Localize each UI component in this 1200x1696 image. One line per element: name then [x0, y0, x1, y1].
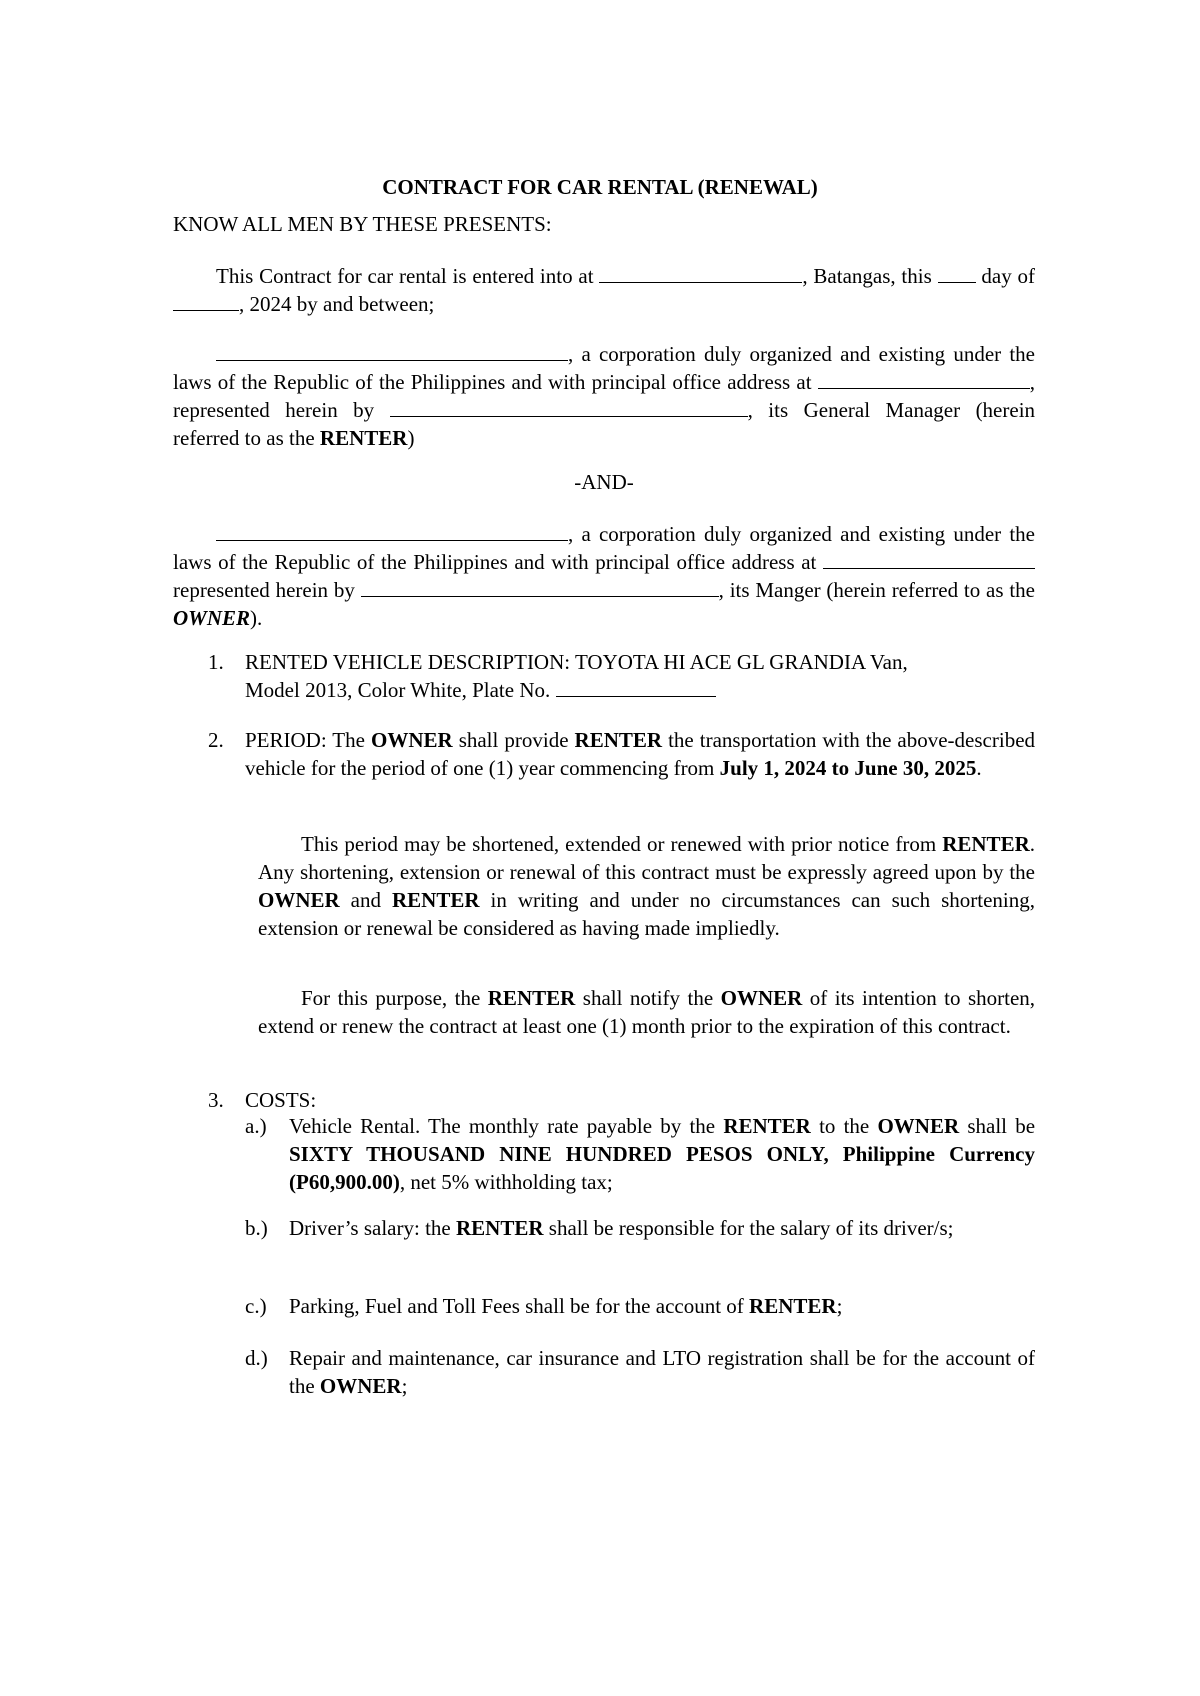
cost-label-c: c.): [245, 1294, 267, 1318]
rental-amount: SIXTY THOUSAND NINE HUNDRED PESOS ONLY, Philippine Currency (P60,900.00): [289, 1142, 1035, 1194]
plate-number-blank: [556, 676, 716, 697]
item-number-1: 1.: [208, 650, 224, 674]
place-blank: [599, 262, 802, 283]
cost-vehicle-rental: Vehicle Rental. The monthly rate payable by the RENTER to the OWNER shall be SIXTY THOUSAND NINE HUNDRED PESOS ONLY, Philippine Currency (P60,900.00), net 5% withholding tax;: [289, 1114, 1036, 1194]
item-period: PERIOD: The OWNER shall provide RENTER the transportation with the above-described vehicle for the period of one (1) year commencing from July 1, 2024 to June 30, 2025.: [245, 728, 1036, 780]
renter-role: RENTER: [319, 426, 408, 450]
item-vehicle-description: RENTED VEHICLE DESCRIPTION: TOYOTA HI ACE GL GRANDIA Van, Model 2013, Color White, Plate No.: [245, 650, 908, 702]
cost-driver-salary: Driver’s salary: the RENTER shall be responsible for the salary of its driver/s;: [289, 1216, 954, 1240]
period-notice-paragraph: This period may be shortened, extended or renewed with prior notice from RENTER. Any shortening, extension or renewal of this contract must be expressly agreed upon by the OWNER and RENTER in writing and under no circumstances can such shortening, extension or renewal be considered as having made impliedly.: [258, 832, 1035, 940]
party-renter-paragraph: , a corporation duly organized and existing under the laws of the Republic of the Philippines and with principal office address at , represented herein by , its General Manager (herein referred to as the RENTER): [173, 342, 1036, 450]
cost-repair-maintenance: Repair and maintenance, car insurance and LTO registration shall be for the account of the OWNER;: [289, 1346, 1035, 1398]
renter-address-blank: [818, 368, 1030, 389]
cost-parking-fuel-toll: Parking, Fuel and Toll Fees shall be for the account of RENTER;: [289, 1294, 843, 1318]
owner-address-blank: [823, 548, 1035, 569]
period-dates: July 1, 2024 to June 30, 2025: [719, 756, 977, 780]
owner-role: OWNER: [173, 606, 251, 630]
know-all-line: KNOW ALL MEN BY THESE PRESENTS:: [173, 212, 552, 236]
day-blank: [938, 262, 976, 283]
owner-representative-blank: [361, 576, 719, 597]
owner-name-blank: [216, 520, 568, 541]
month-blank: [173, 290, 239, 311]
costs-heading: COSTS:: [245, 1088, 317, 1112]
period-purpose-paragraph: For this purpose, the RENTER shall notify the OWNER of its intention to shorten, extend or renew the contract at least one (1) month prior to the expiration of this contract.: [258, 986, 1036, 1038]
and-separator: -AND-: [574, 470, 634, 494]
item-number-3: 3.: [208, 1088, 224, 1112]
intro-paragraph: This Contract for car rental is entered into at , Batangas, this day of , 2024 by and between;: [173, 262, 1035, 318]
cost-label-a: a.): [245, 1114, 267, 1138]
renter-representative-blank: [390, 396, 748, 417]
renter-name-blank: [216, 340, 568, 361]
party-owner-paragraph: , a corporation duly organized and existing under the laws of the Republic of the Philippines and with principal office address at represented herein by , its Manger (herein referred to as the OWNER).: [173, 522, 1035, 630]
contract-title: CONTRACT FOR CAR RENTAL (RENEWAL): [382, 175, 818, 199]
item-number-2: 2.: [208, 728, 224, 752]
cost-label-d: d.): [245, 1346, 268, 1370]
cost-label-b: b.): [245, 1216, 268, 1240]
